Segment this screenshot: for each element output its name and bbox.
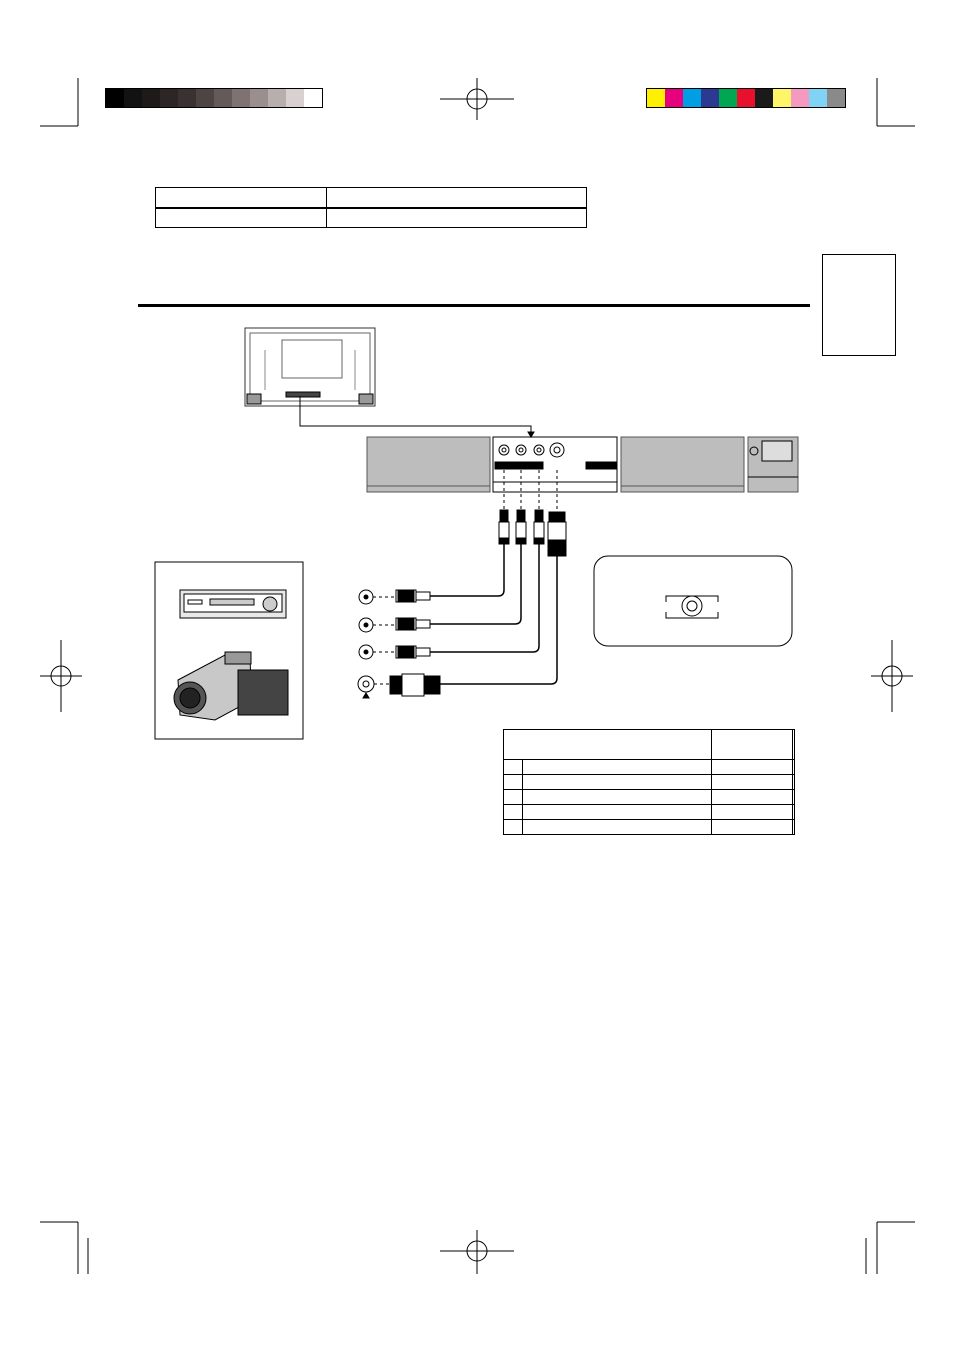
vcr-icon [180, 590, 286, 618]
leader-arrow [528, 432, 534, 437]
rca-plug-icon [499, 510, 509, 544]
rca-plug-icon [396, 590, 430, 602]
s-video-plug-icon [548, 512, 566, 556]
registration-crosshair-icon [440, 78, 514, 120]
rca-plug-icon [396, 646, 430, 658]
cables [430, 544, 557, 684]
crop-mark-icon [877, 78, 915, 126]
camcorder-icon [174, 652, 288, 720]
crop-mark-icon [40, 1222, 88, 1274]
terminal-board-icon [367, 437, 798, 492]
s-video-plug-icon [390, 674, 440, 696]
registration-crosshair-icon [871, 640, 913, 712]
jack-leaders [504, 470, 557, 510]
rca-plug-icon [516, 510, 526, 544]
registration-crosshair-icon [440, 1230, 514, 1274]
rca-plug-icon [534, 510, 544, 544]
registration-crosshair-icon [40, 640, 82, 712]
leader-line [300, 396, 531, 436]
s-video-pin-layout-icon [594, 556, 792, 646]
crop-mark-icon [866, 1222, 915, 1274]
rca-plug-icon [396, 618, 430, 630]
crop-mark-icon [40, 78, 78, 126]
display-rear-panel-icon [245, 328, 375, 406]
